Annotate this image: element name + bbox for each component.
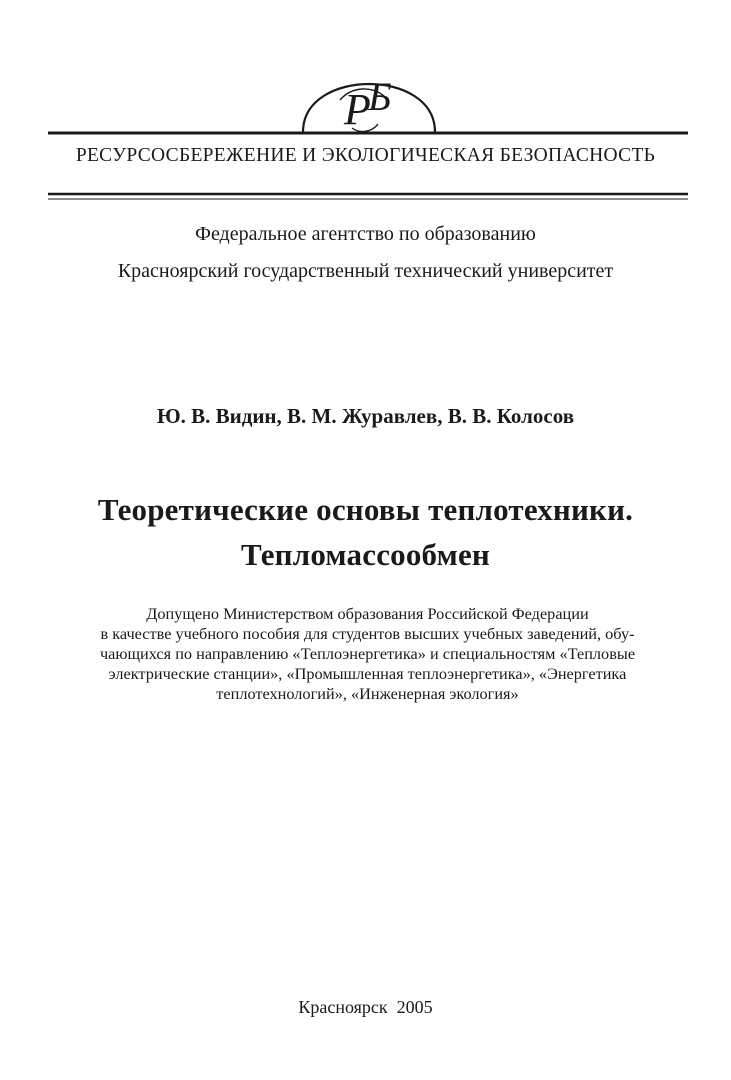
svg-text:Р: Р xyxy=(344,85,371,134)
approval-statement xyxy=(40,604,695,704)
agency-name: Федеральное агентство по образованию xyxy=(195,223,536,245)
series-title: РЕСУРСОСБЕРЕЖЕНИЕ И ЭКОЛОГИЧЕСКАЯ БЕЗОПАСНОСТЬ xyxy=(75,145,656,166)
series-emblem xyxy=(0,0,731,215)
city-year: Красноярск 2005 xyxy=(298,997,433,1017)
approval-line: Допущено Министерством образования Российской Федерации xyxy=(146,604,589,623)
book-title-line-2: Тепломассообмен xyxy=(241,537,490,572)
book-title-line-1: Теоретические основы теплотехники. xyxy=(97,492,634,527)
authors: Ю. В. Видин, В. М. Журавлев, В. В. Колосов xyxy=(156,404,575,428)
university-name: Красноярский государственный технический университет xyxy=(117,260,614,282)
approval-line: чающихся по направлению «Теплоэнергетика» и специальностям «Тепловые xyxy=(99,644,636,663)
approval-line: электрические станции», «Промышленная теплоэнергетика», «Энергетика xyxy=(108,664,627,683)
approval-line: в качестве учебного пособия для студентов высших учебных заведений, обу- xyxy=(100,624,635,643)
svg-text:Б: Б xyxy=(368,74,392,119)
approval-line: теплотехнологий», «Инженерная экология» xyxy=(216,684,519,703)
